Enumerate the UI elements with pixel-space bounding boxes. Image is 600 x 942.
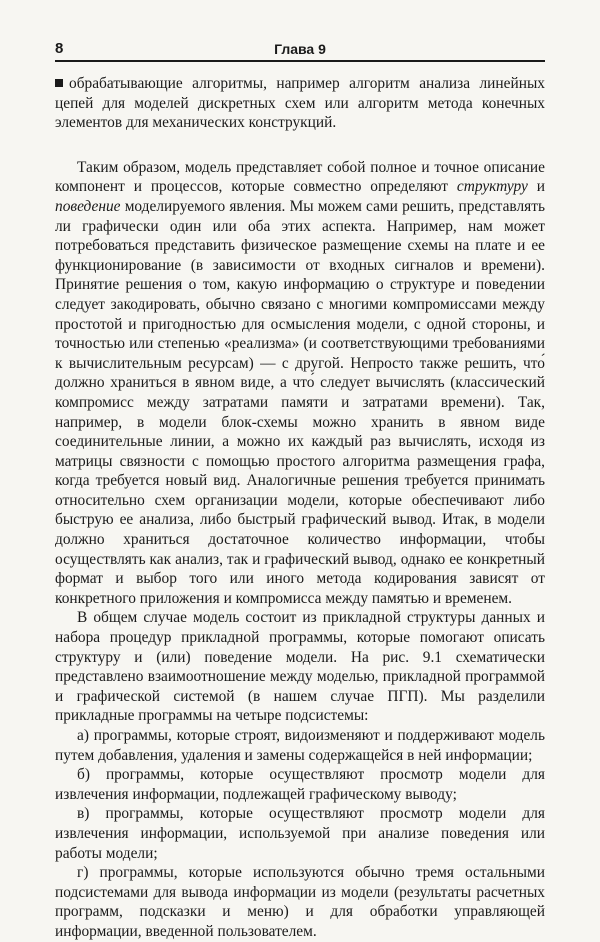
list-item-c: в) программы, которые осуществляют просмотр модели для извлечения информации, используемой при анализе поведения или работы модели; [55, 805, 545, 862]
emphasis-structure: структуру [456, 178, 528, 196]
paragraph-text: Таким образом, модель представляет собой полное и точное описание компонент и процессов, которые совместно определяют [55, 158, 545, 196]
emphasis-behavior: поведение [55, 197, 121, 215]
paragraph-text: моделируемого явления. Мы можем сами решить, представлять ли графически один или оба этих аспекта. Например, нам может потребоваться представить физическое размещение схемы на плате и ее функционирование (в зависимости от входных сигналов и времени). Принятие решения о том, какую информацию о структуре и поведении следует закодировать, обычно связано с многими компромиссами между простотой и пригодностью для осмысления модели, с одной стороны, и точностью или степенью «реализма» (и соответствующими требованиями к вычислительным ресурсам) — с другой. Непросто также решить, что́ должно храниться в явном виде, а что́ следует вычислять (классический компромисс между затратами памяти и затратами времени). Так, например, в модели блок-схемы можно хранить в явном виде соединительные линии, а можно их каждый раз вычислять, исходя из матрицы связности с помощью простого алгоритма размещения графа, когда требуется новый вид. Аналогичные решения требуется принимать относительно схем организации модели, которые обеспечивают либо быструю ее анализа, либо быстрый графический вывод. Итак, в модели должно храниться достаточное количество информации, чтобы осуществлять как анализ, так и графический вывод, однако ее конкретный формат и выбор того или иного метода кодирования зависят от конкретного приложения и компромисса между памятью и временем. [55, 197, 545, 607]
list-item-b: б) программы, которые осуществляют просмотр модели для извлечения информации, подлежащей графическому выводу; [55, 766, 545, 803]
list-item-d: г) программы, которые используются обычно тремя остальными подсистемами для вывода информации из модели (результаты расчетных программ, подсказки и меню) и для обработки управляющей информации, введенной пользователем. [55, 864, 545, 940]
bullet-text: обрабатывающие алгоритмы, например алгоритм анализа линейных цепей для моделей дискретных схем или алгоритм метода конечных элементов для механических конструкций. [55, 75, 545, 132]
page-number: 8 [55, 40, 64, 57]
page-header [55, 40, 545, 62]
paragraph-text: и [527, 178, 545, 196]
page-body [55, 74, 545, 942]
paragraph-model-description [55, 158, 545, 609]
list-item-a: а) программы, которые строят, видоизменяют и поддерживают модель путем добавления, удаления и замены содержащейся в ней информации; [55, 727, 545, 764]
bullet-paragraph [55, 74, 545, 133]
bullet-square-icon [55, 79, 63, 87]
chapter-title: Глава 9 [274, 41, 326, 57]
paragraph-general-case: В общем случае модель состоит из прикладной структуры данных и набора процедур прикладной программы, которые помогают описать структуру и (или) поведение модели. На рис. 9.1 схематически представлено взаимоотношение между моделью, прикладной программой и графической системой (в нашем случае ПГП). Мы разделили прикладные программы на четыре подсистемы: [55, 609, 545, 725]
